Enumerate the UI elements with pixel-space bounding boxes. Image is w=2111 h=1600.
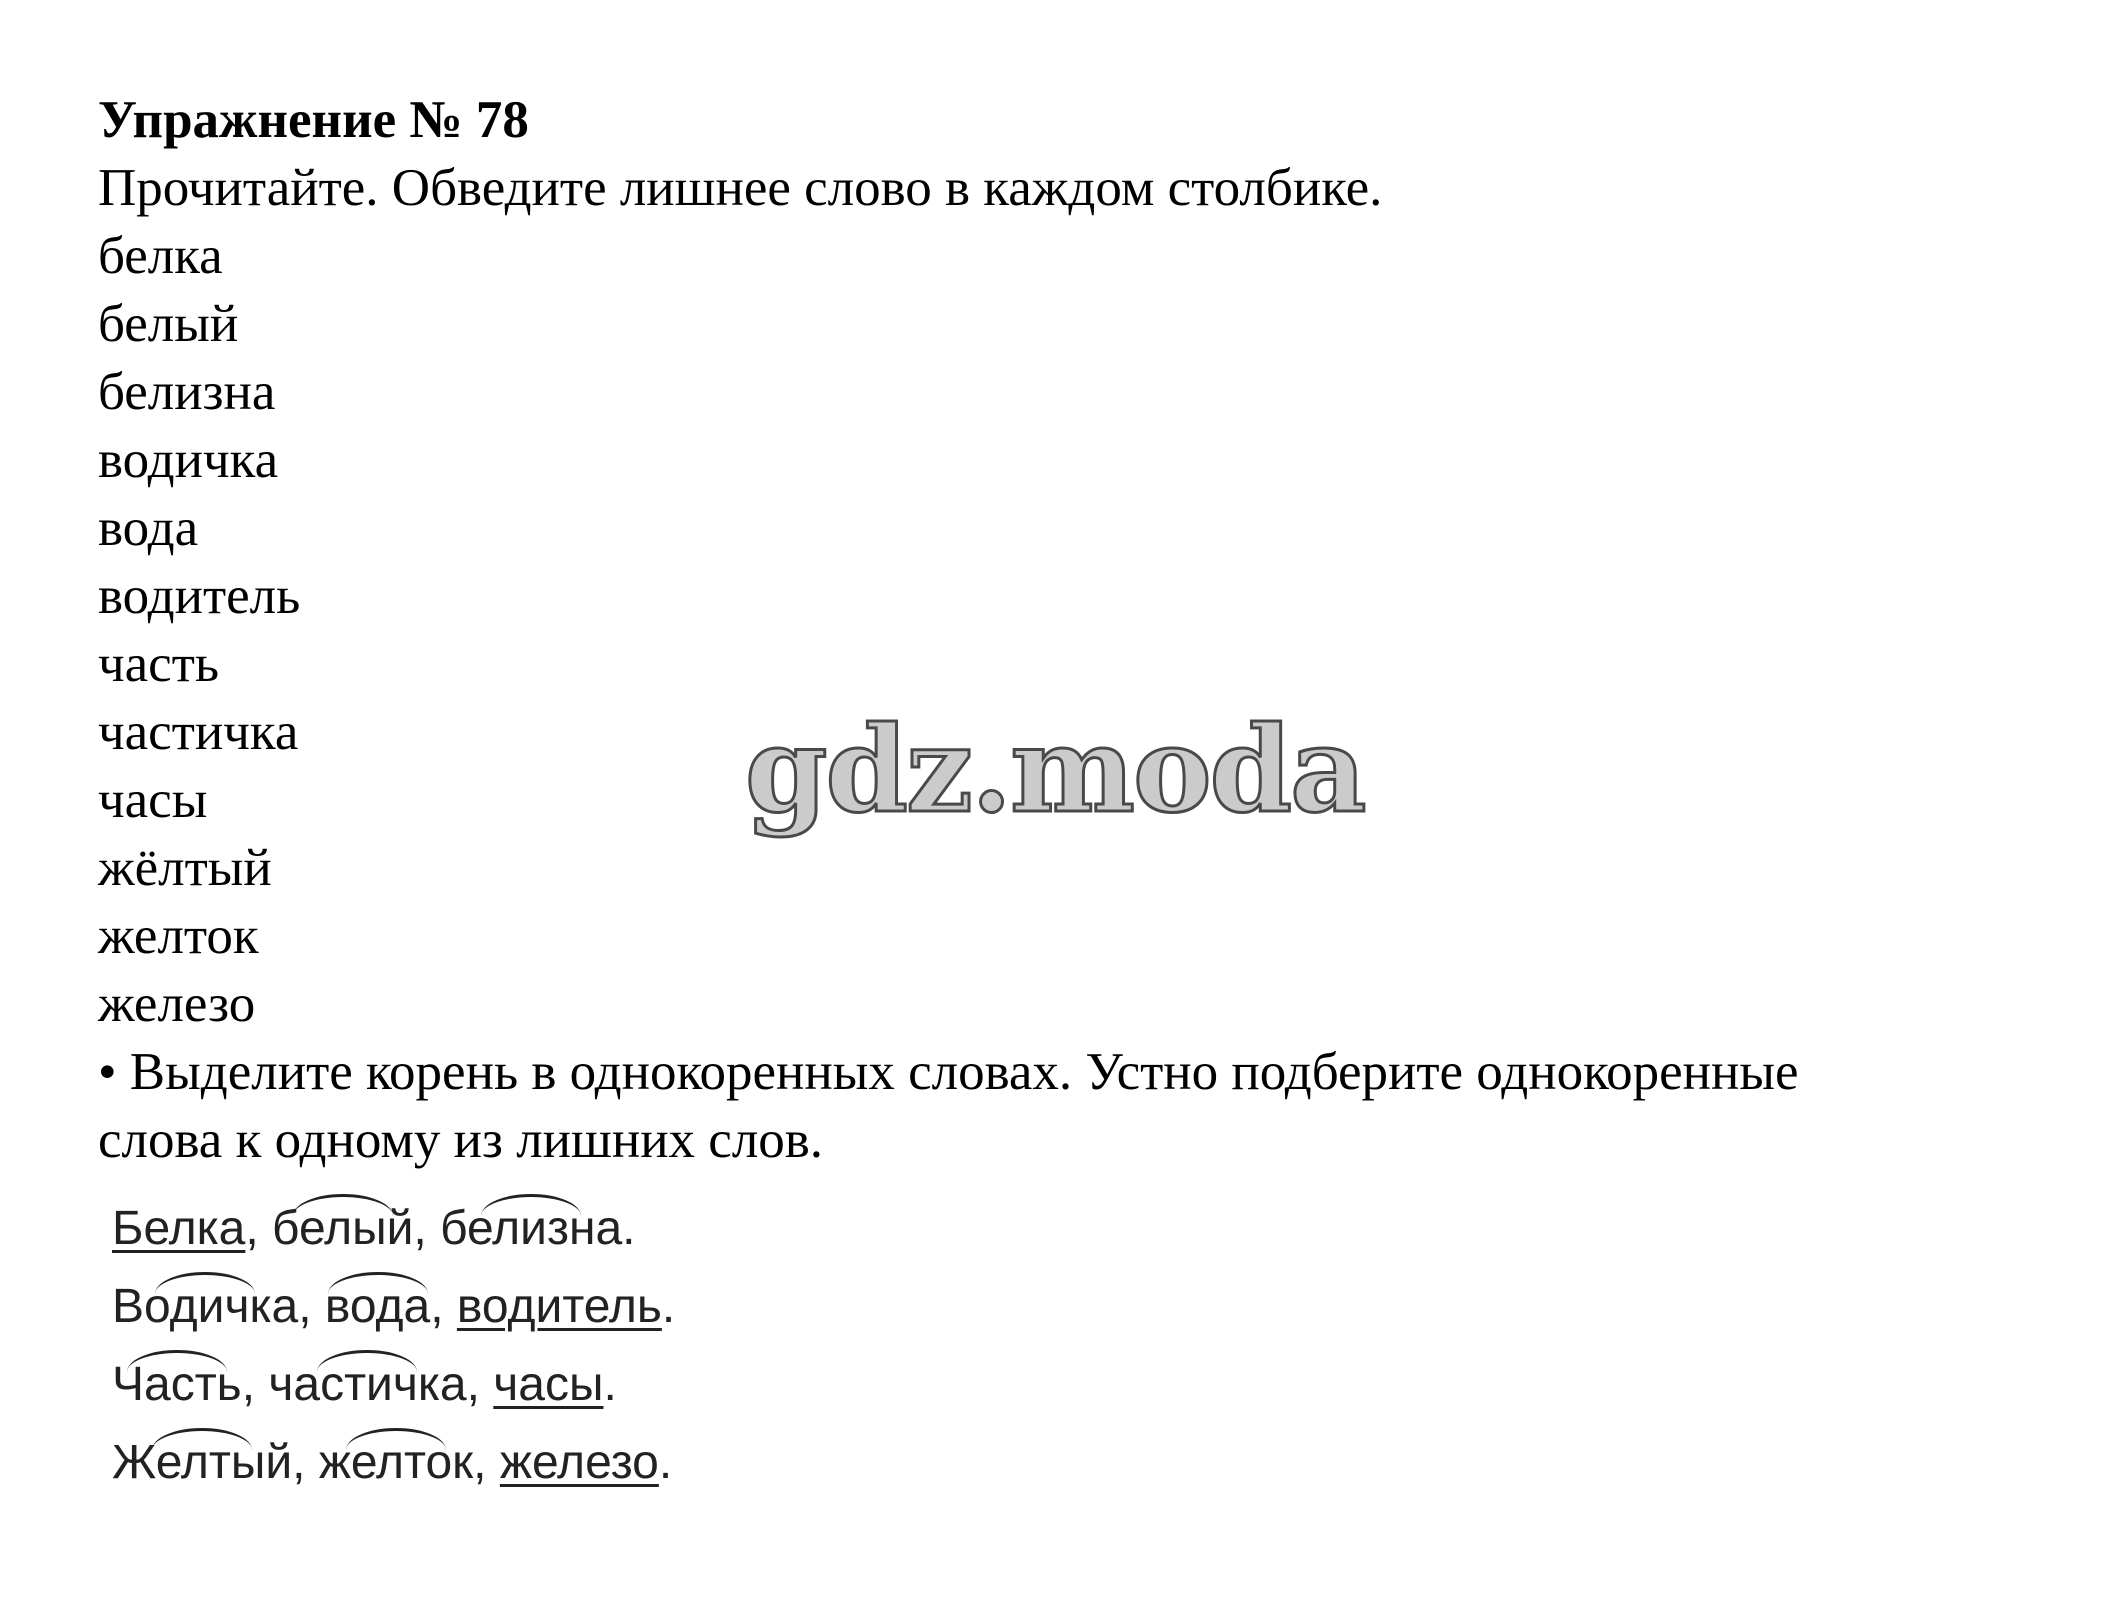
exercise-title: Упражнение № 78 bbox=[98, 91, 529, 149]
word-item: железо bbox=[98, 975, 256, 1033]
root-arc bbox=[152, 1428, 252, 1450]
answer-word-text: белизна bbox=[440, 1202, 623, 1255]
word-item: частичка bbox=[98, 703, 299, 761]
word-list bbox=[98, 222, 300, 1038]
answer-word-odd: водитель bbox=[456, 1280, 662, 1333]
answer-word bbox=[112, 1268, 298, 1346]
answer-word-text: Часть bbox=[112, 1358, 242, 1411]
answer-word-text: Водичка bbox=[112, 1280, 299, 1333]
answer-word bbox=[272, 1190, 413, 1268]
exercise-instruction: Прочитайте. Обведите лишнее слово в каждом столбике. bbox=[98, 159, 1383, 217]
word-item: часть bbox=[98, 635, 220, 693]
word-item: белый bbox=[98, 295, 239, 353]
answer-word-text: частичка bbox=[268, 1358, 467, 1411]
answer-separator: , bbox=[413, 1202, 441, 1255]
word-item: желток bbox=[98, 907, 259, 965]
answer-word bbox=[112, 1424, 292, 1502]
answer-row bbox=[112, 1346, 675, 1424]
answer-separator: , bbox=[245, 1202, 273, 1255]
answer-word bbox=[112, 1346, 242, 1424]
answer-end: . bbox=[661, 1280, 676, 1333]
answer-separator: , bbox=[430, 1280, 457, 1333]
answer-word-text: Желтый bbox=[112, 1436, 293, 1489]
task-line: • Выделите корень в однокоренных словах. Устно подберите однокоренные bbox=[98, 1043, 1799, 1101]
root-arc bbox=[328, 1272, 428, 1294]
word-item: водичка bbox=[98, 431, 279, 489]
watermark-logo: gdz.moda bbox=[745, 700, 1365, 839]
answer-separator: , bbox=[466, 1358, 494, 1411]
word-item: вода bbox=[98, 499, 199, 557]
answer-separator: , bbox=[298, 1280, 325, 1333]
task-text bbox=[98, 1038, 2058, 1174]
answer-word-text: желток bbox=[318, 1436, 474, 1489]
answer-separator: , bbox=[292, 1436, 319, 1489]
answer-word bbox=[319, 1424, 473, 1502]
answer-word-odd: часы bbox=[493, 1358, 604, 1411]
root-arc bbox=[293, 1194, 393, 1216]
root-arc bbox=[155, 1272, 255, 1294]
answer-word bbox=[268, 1346, 466, 1424]
word-item: белизна bbox=[98, 363, 276, 421]
root-arc bbox=[481, 1194, 581, 1216]
answer-word-odd: железо bbox=[499, 1436, 659, 1489]
answer-end: . bbox=[622, 1202, 636, 1255]
answer-word-text: белый bbox=[272, 1202, 414, 1255]
root-arc bbox=[127, 1350, 227, 1372]
task-line: слова к одному из лишних слов. bbox=[98, 1111, 824, 1169]
answer-word bbox=[325, 1268, 430, 1346]
word-item: водитель bbox=[98, 567, 301, 625]
answer-row bbox=[112, 1190, 675, 1268]
answer-row bbox=[112, 1424, 675, 1502]
answer-word bbox=[440, 1190, 622, 1268]
word-item: белка bbox=[98, 227, 223, 285]
answer-word-text: вода bbox=[324, 1280, 431, 1333]
word-item: часы bbox=[98, 771, 208, 829]
root-arc bbox=[317, 1350, 417, 1372]
answer-end: . bbox=[603, 1358, 617, 1411]
answer-row bbox=[112, 1268, 675, 1346]
answer-word-odd: Белка bbox=[112, 1202, 246, 1255]
answer-separator: , bbox=[473, 1436, 500, 1489]
answer-end: . bbox=[658, 1436, 673, 1489]
handwritten-answers bbox=[112, 1190, 675, 1502]
word-item: жёлтый bbox=[98, 839, 272, 897]
answer-separator: , bbox=[241, 1358, 269, 1411]
root-arc bbox=[346, 1428, 446, 1450]
